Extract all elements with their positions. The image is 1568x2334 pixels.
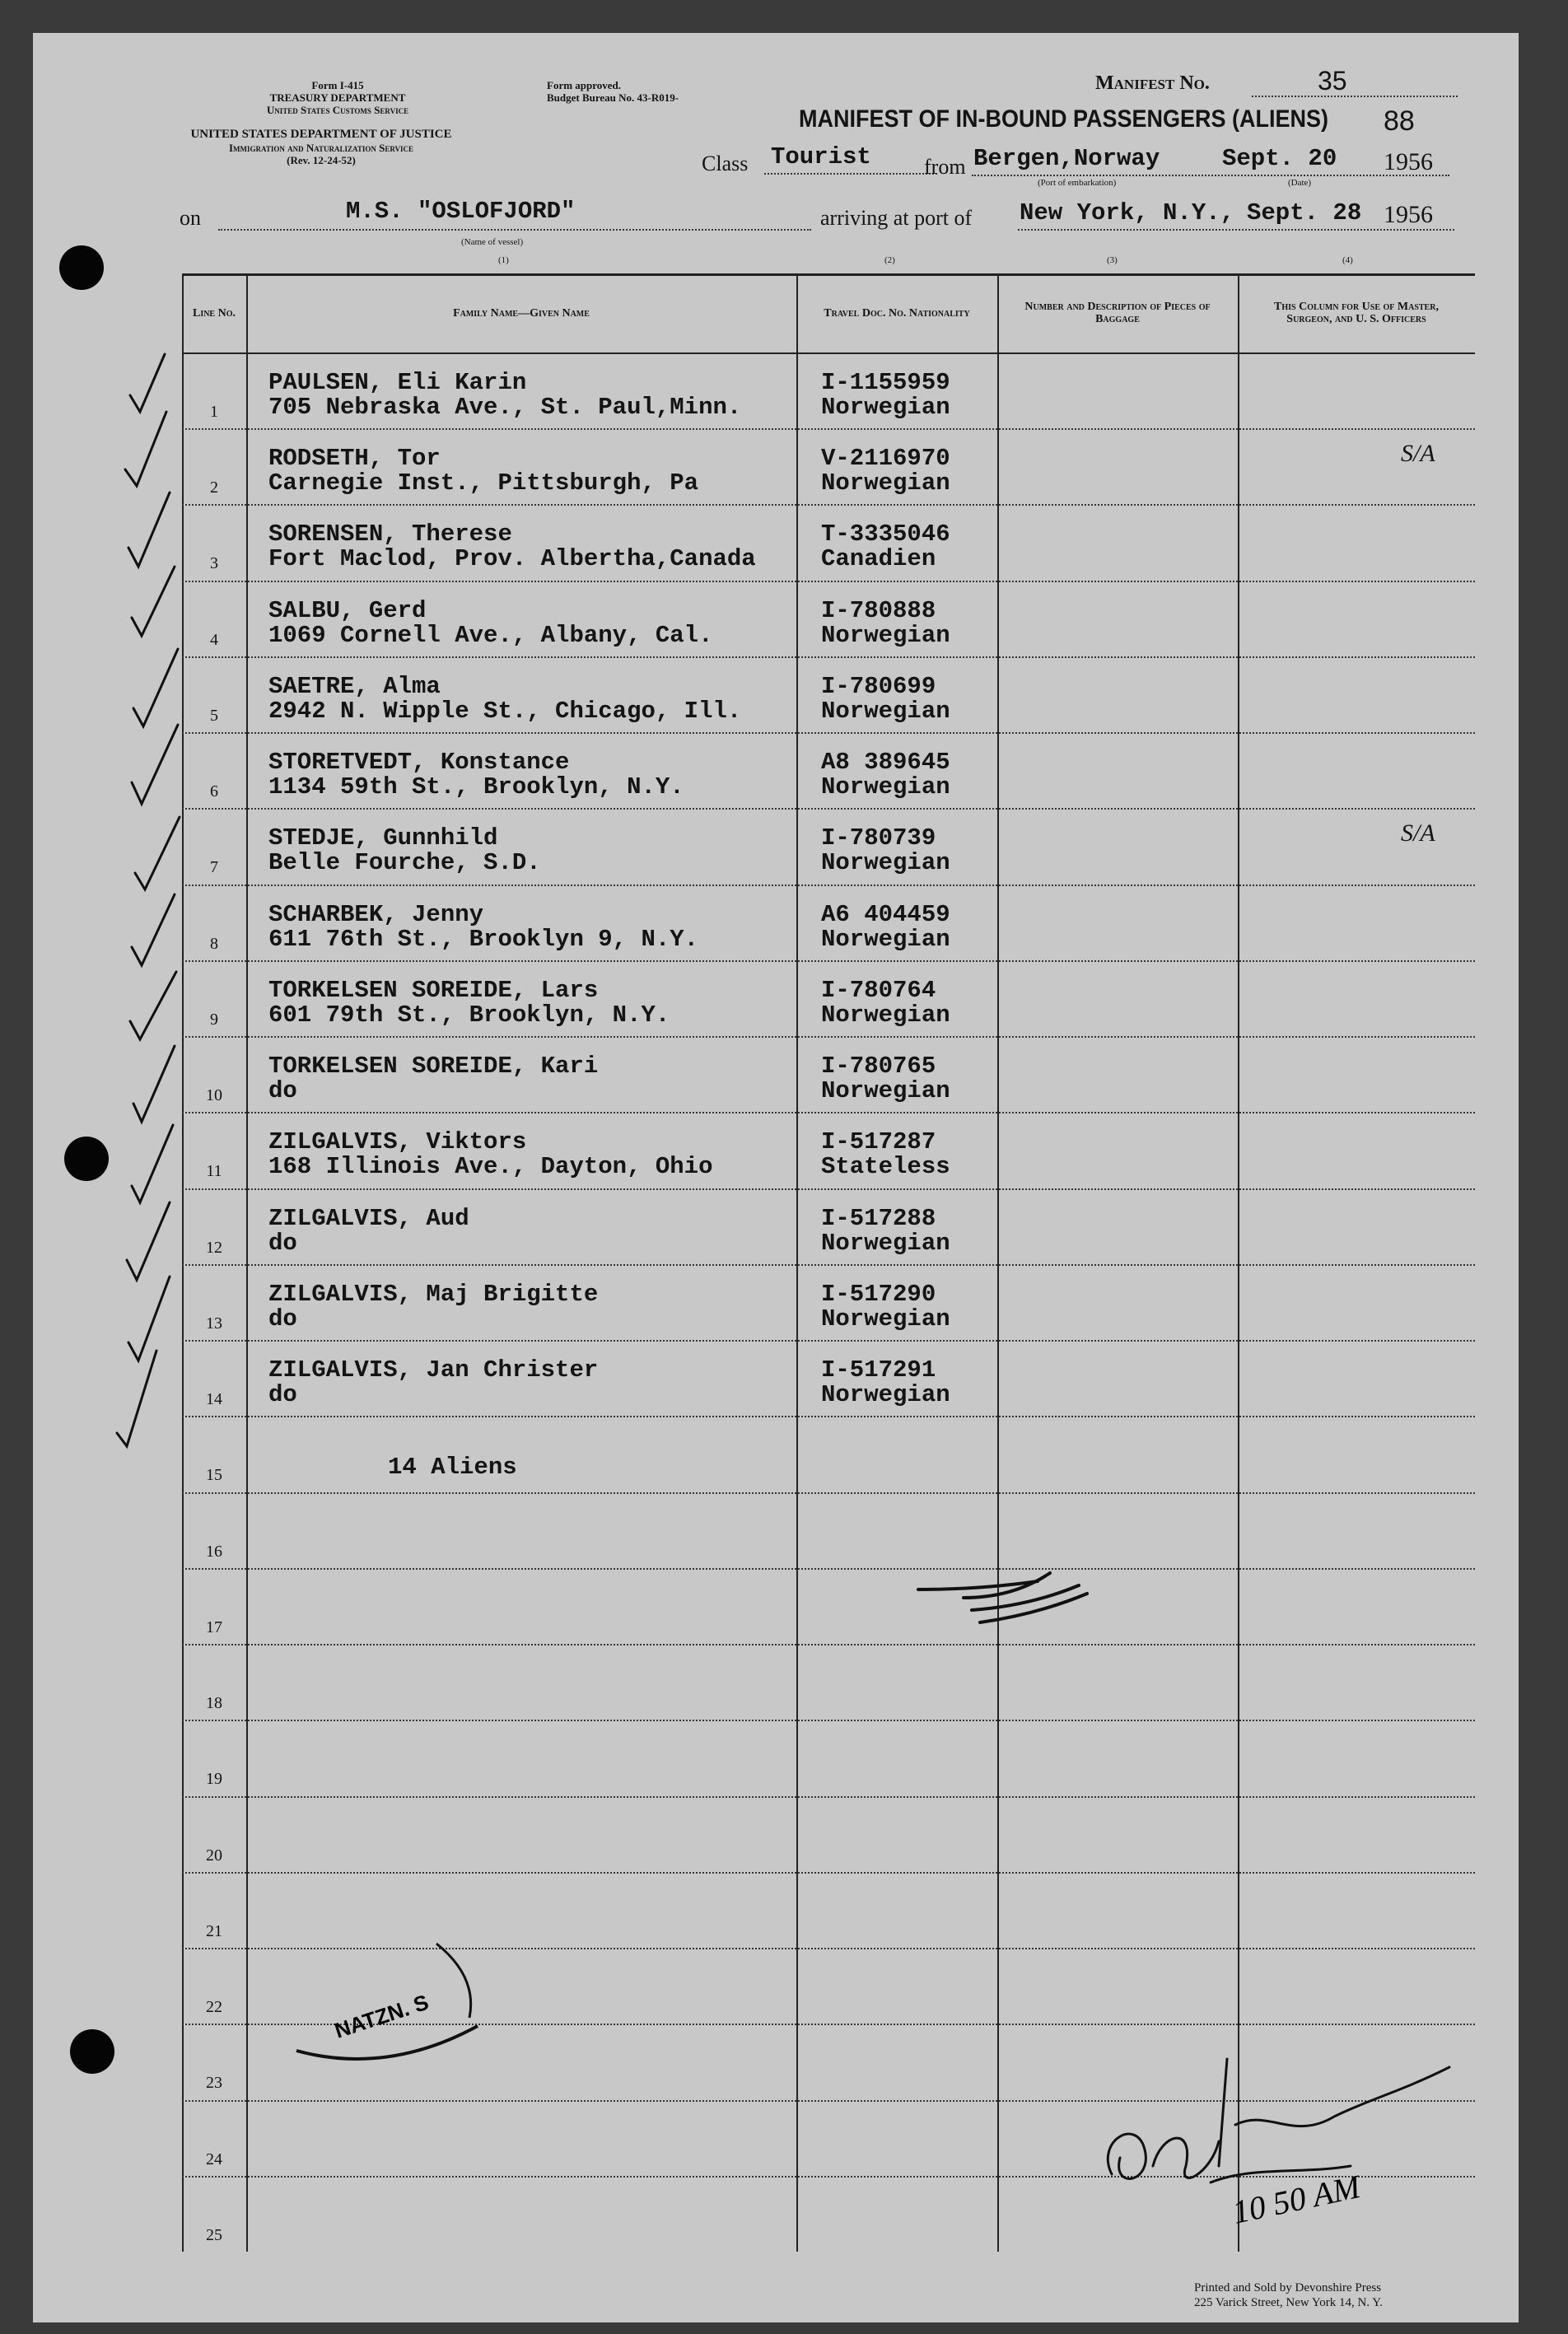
passenger-address: 2942 N. Wipple St., Chicago, Ill. — [268, 697, 742, 725]
travel-doc-number: I-780888 — [821, 596, 936, 624]
passenger-name: TORKELSEN SOREIDE, Kari — [268, 1053, 599, 1081]
class-line — [764, 173, 937, 175]
travel-doc-number: I-1155959 — [821, 369, 950, 396]
line-number: 16 — [206, 1542, 222, 1561]
travel-doc-number: I-780764 — [821, 976, 936, 1004]
line-number: 6 — [210, 782, 218, 801]
table-row — [182, 1264, 1475, 1340]
line-number: 11 — [206, 1162, 222, 1181]
travel-doc-number: A8 389645 — [821, 749, 950, 777]
table-row — [182, 808, 1475, 884]
passenger-address: 168 Illinois Ave., Dayton, Ohio — [268, 1153, 713, 1181]
line-number: 19 — [206, 1770, 222, 1789]
line-number: 9 — [210, 1010, 218, 1029]
table-row — [182, 1568, 1475, 1644]
printer-line1: Printed and Sold by Devonshire Press — [1194, 2281, 1382, 2294]
passenger-address: 1134 59th St., Brooklyn, N.Y. — [268, 773, 684, 801]
on-label: on — [180, 206, 201, 230]
line-number: 2 — [210, 478, 218, 497]
line-number: 17 — [206, 1617, 222, 1636]
nationality: Norwegian — [821, 1381, 950, 1409]
passenger-address: Carnegie Inst., Pittsburgh, Pa — [268, 469, 699, 497]
vessel-line — [218, 229, 811, 231]
line-number: 23 — [206, 2074, 222, 2093]
port-embarkation-caption: (Port of embarkation) — [1038, 178, 1117, 188]
punch-hole-bottom — [70, 2029, 114, 2074]
passenger-name: STEDJE, Gunnhild — [268, 824, 498, 852]
table-row — [182, 1492, 1475, 1568]
manifest-no-label: Manifest No. — [1095, 72, 1210, 94]
table-row — [182, 960, 1475, 1036]
line-number: 14 — [206, 1390, 222, 1409]
arrival-date: Sept. 28 — [1247, 199, 1362, 226]
table-row — [182, 656, 1475, 732]
travel-doc-number: I-780699 — [821, 672, 936, 700]
manifest-title: MANIFEST OF IN-BOUND PASSENGERS (ALIENS) — [799, 105, 1329, 133]
line-number: 3 — [210, 554, 218, 573]
vessel-name: M.S. "OSLOFJORD" — [346, 198, 576, 225]
pen-marks — [914, 1565, 1112, 1631]
passenger-name: ZILGALVIS, Viktors — [268, 1128, 527, 1156]
nationality: Norwegian — [821, 469, 950, 497]
arrival-line — [1018, 229, 1454, 231]
table-row — [182, 581, 1475, 656]
manifest-no-value: 35 — [1318, 66, 1347, 96]
treasury-dept: TREASURY DEPARTMENT — [269, 91, 406, 104]
punch-hole-middle — [64, 1137, 109, 1181]
nationality: Norwegian — [821, 621, 950, 649]
travel-doc-number: I-517287 — [821, 1128, 936, 1156]
passenger-address: 611 76th St., Brooklyn 9, N.Y. — [268, 925, 699, 953]
table-row — [182, 428, 1475, 504]
from-line — [972, 175, 1449, 176]
passenger-name: PAULSEN, Eli Karin — [268, 369, 527, 396]
printer-line2: 225 Varick Street, New York 14, N. Y. — [1194, 2296, 1383, 2309]
nationality: Norwegian — [821, 925, 950, 953]
table-row — [182, 1188, 1475, 1264]
passenger-address: Belle Fourche, S.D. — [268, 849, 541, 877]
line-number: 13 — [206, 1314, 222, 1333]
class-value: Tourist — [771, 143, 871, 170]
passenger-name: ZILGALVIS, Jan Christer — [268, 1356, 599, 1384]
arriving-label: arriving at port of — [820, 206, 973, 230]
line-number: 4 — [210, 630, 218, 649]
nationality: Norwegian — [821, 773, 950, 801]
travel-doc-number: I-780765 — [821, 1053, 936, 1081]
nationality: Norwegian — [821, 1229, 950, 1257]
naturalization-stamp — [288, 1927, 502, 2075]
travel-doc-number: T-3335046 — [821, 520, 950, 548]
nationality: Stateless — [821, 1153, 950, 1181]
table-row — [182, 1036, 1475, 1112]
manifest-no-line — [1252, 96, 1458, 97]
line-number: 12 — [206, 1238, 222, 1257]
from-value: Bergen,Norway — [973, 145, 1160, 172]
travel-doc-number: I-517291 — [821, 1356, 936, 1384]
date-caption: (Date) — [1288, 178, 1312, 188]
budget-bureau: Budget Bureau No. 43-R019- — [547, 91, 679, 104]
table-row — [182, 504, 1475, 580]
passenger-address: do — [268, 1305, 297, 1333]
line-number: 5 — [210, 706, 218, 725]
travel-doc-number: I-780739 — [821, 824, 936, 852]
stamp-text: NATZN. S — [331, 1989, 432, 2043]
passenger-address: do — [268, 1077, 297, 1105]
nationality: Norwegian — [821, 849, 950, 877]
nationality: Norwegian — [821, 394, 950, 421]
signature-time: 10 50 AM — [1229, 2168, 1364, 2231]
nationality: Norwegian — [821, 1001, 950, 1029]
passenger-name: SCHARBEK, Jenny — [268, 900, 484, 928]
travel-doc-number: I-517288 — [821, 1204, 936, 1232]
passenger-address: Fort Maclod, Prov. Albertha,Canada — [268, 545, 756, 573]
class-label: Class — [702, 152, 749, 175]
passenger-address: 601 79th St., Brooklyn, N.Y. — [268, 1001, 670, 1029]
header-line-no: Line No. — [192, 306, 236, 320]
passenger-name: TORKELSEN SOREIDE, Lars — [268, 976, 599, 1004]
header-travel-doc: Travel Doc. No. Nationality — [824, 306, 970, 320]
passenger-address: do — [268, 1381, 297, 1409]
header-name: Family Name—Given Name — [453, 306, 590, 320]
form-number: Form I-415 — [311, 79, 364, 91]
passenger-address: 1069 Cornell Ave., Albany, Cal. — [268, 621, 713, 649]
travel-doc-number: I-517290 — [821, 1280, 936, 1308]
line-number: 24 — [206, 2150, 222, 2168]
travel-doc-number: V-2116970 — [821, 445, 950, 473]
line-number: 20 — [206, 1846, 222, 1865]
passenger-name: STORETVEDT, Konstance — [268, 749, 570, 777]
passenger-name: 14 Aliens — [388, 1454, 517, 1482]
nationality: Canadien — [821, 545, 936, 573]
officer-note: S/A — [1401, 819, 1435, 847]
doj-line1: UNITED STATES DEPARTMENT OF JUSTICE — [190, 128, 452, 141]
passenger-address: 705 Nebraska Ave., St. Paul,Minn. — [268, 394, 742, 421]
nationality: Norwegian — [821, 697, 950, 725]
arrival-year: 1956 — [1384, 201, 1433, 228]
line-number: 10 — [206, 1086, 222, 1105]
doj-line2: Immigration and Naturalization Service — [228, 142, 414, 154]
line-number: 7 — [210, 858, 218, 877]
manifest-sheet — [33, 33, 1519, 2322]
from-label: from — [924, 155, 966, 179]
checkmarks-annotation — [115, 346, 222, 1449]
customs-service: United States Customs Service — [266, 104, 409, 116]
table-row — [182, 1340, 1475, 1416]
officer-note: S/A — [1401, 440, 1435, 468]
line-number: 21 — [206, 1921, 222, 1940]
from-date: Sept. 20 — [1222, 145, 1337, 172]
line-number: 15 — [206, 1466, 222, 1485]
table-row — [182, 1796, 1475, 1872]
col-number-4: (4) — [1342, 255, 1353, 265]
passenger-name: ZILGALVIS, Maj Brigitte — [268, 1280, 599, 1308]
from-year: 1956 — [1384, 148, 1433, 175]
line-number: 25 — [206, 2225, 222, 2244]
col-number-3: (3) — [1107, 255, 1118, 265]
passenger-address: do — [268, 1229, 297, 1257]
header-officers: This Column for Use of Master, Surgeon, and U. S. Officers — [1274, 301, 1439, 325]
line-number: 18 — [206, 1694, 222, 1713]
passenger-name: RODSETH, Tor — [268, 445, 441, 473]
vessel-caption: (Name of vessel) — [461, 237, 524, 247]
col-number-2: (2) — [884, 255, 895, 265]
table-row — [182, 1644, 1475, 1720]
vessel-col-number: (1) — [498, 255, 509, 265]
passenger-name: SORENSEN, Therese — [268, 520, 512, 548]
travel-doc-number: A6 404459 — [821, 900, 950, 928]
nationality: Norwegian — [821, 1305, 950, 1333]
line-number: 1 — [210, 403, 218, 421]
table-row — [182, 1720, 1475, 1795]
passenger-name: ZILGALVIS, Aud — [268, 1204, 469, 1232]
nationality: Norwegian — [821, 1077, 950, 1105]
header-baggage: Number and Description of Pieces of Baggage — [1024, 301, 1211, 325]
signature — [1087, 2042, 1466, 2240]
line-number: 8 — [210, 934, 218, 953]
passenger-name: SAETRE, Alma — [268, 672, 441, 700]
arrival-port: New York, N.Y., — [1020, 199, 1235, 226]
table-row — [182, 352, 1475, 428]
table-row — [182, 732, 1475, 808]
punch-hole-top — [59, 245, 104, 290]
form-approved: Form approved. — [547, 79, 622, 91]
passenger-name: SALBU, Gerd — [268, 596, 427, 624]
table-row — [182, 1112, 1475, 1188]
line-number: 22 — [206, 1998, 222, 2017]
doj-line3: (Rev. 12-24-52) — [287, 154, 356, 166]
table-row — [182, 885, 1475, 960]
page-number: 88 — [1384, 105, 1415, 137]
table-row — [182, 1416, 1475, 1491]
